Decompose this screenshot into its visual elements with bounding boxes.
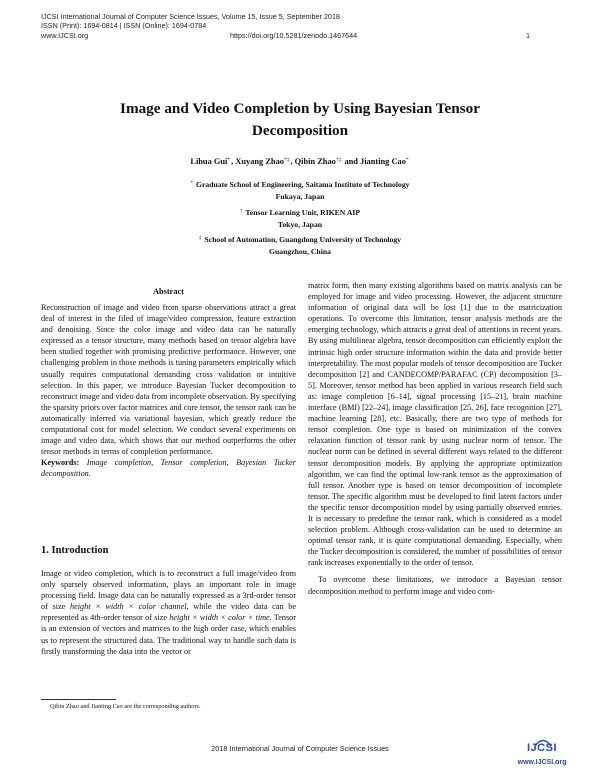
page-footer: 2018 International Journal of Computer Science Issues xyxy=(211,744,389,753)
author-mark: *‡ xyxy=(283,157,290,163)
author-separator: , xyxy=(290,157,295,166)
affiliation-name: Tensor Learning Unit, RIKEN AIP xyxy=(245,208,361,217)
intro-math: height × width × color × time xyxy=(169,613,270,623)
publisher-logo xyxy=(512,742,572,772)
keywords-text: Image completion, Tensor completion, Bayesian Tucker decomposition. xyxy=(41,458,296,479)
author-name: Jianting Cao xyxy=(360,157,406,166)
intro-math: height × width × color channel xyxy=(70,602,187,612)
logo-url[interactable]: www.IJCSI.org xyxy=(517,759,567,766)
body-paragraph: To overcome these limitations, we introduce a Bayesian tensor decomposition method to perform image and video com- xyxy=(308,575,562,596)
author-name: Lihua Gui xyxy=(190,157,228,166)
abstract-body: Reconstruction of image and video from sparse observations attract a great deal of interest in the filed of image/video compression, feature extraction and denoising. Since the color image and video data can be naturally expressed as a tensor structure, many methods based on tensor algebra have been studied together with promising predictive performance. However, one challenging problem in those methods is tuning parameters empirically which usually requires computational demanding cross validation or intuitive selection. In this paper, we introduce Bayesian Tucker decomposition to reconstruct image and video data from incomplete observation. By specifying the sparsity priors over factor matrices and core tensor, the tensor rank can be automatically inferred via variational bayesian, which greatly reduce the computational cost for model selection. We conduct several experiments on image and video data, which shows that our method outperforms the other tensor methods in terms of completion performance. xyxy=(41,303,296,457)
author-separator: and xyxy=(342,157,361,166)
abstract-block xyxy=(41,302,296,480)
intro-text: Image or video completion, which is to reconstruct a full image/video from only sparsely observed information, plays an important role in image processing field. Image data can be naturally expressed as a 3rd-order tensor of size xyxy=(41,569,296,612)
keywords-label: Keywords: xyxy=(41,458,80,468)
author-mark: †‡ xyxy=(335,157,342,163)
affiliation-location: Guangzhou, China xyxy=(269,247,331,256)
introduction-block xyxy=(41,568,296,657)
affiliation-mark: * xyxy=(190,181,193,186)
affiliation-3 xyxy=(40,235,560,256)
logo-text: IJCSI xyxy=(526,742,557,754)
author-name: Xuyang Zhao xyxy=(235,157,284,166)
author-name: Qibin Zhao xyxy=(294,157,336,166)
abstract-heading: Abstract xyxy=(153,287,184,296)
affiliation-2 xyxy=(40,208,560,229)
right-column xyxy=(308,280,562,597)
footnote-rule xyxy=(41,699,116,700)
affiliation-name: Graduate School of Engineering, Saitama Institute of Technology xyxy=(195,180,410,189)
affiliation-location: Fukaya, Japan xyxy=(275,192,325,201)
affiliation-mark: ‡ xyxy=(198,236,202,241)
author-separator: , xyxy=(231,157,236,166)
affiliation-1 xyxy=(40,180,560,201)
issn-line: ISSN (Print): 1694-0814 | ISSN (Online): 1694-0784 xyxy=(41,21,207,31)
keywords-line xyxy=(41,457,296,479)
body-paragraph: matrix form, then many existing algorithms based on matrix analysis can be employed for image and video processing. However, the adjacent structure information of original data will be lost [1] due to the matricization operations. To overcome this limitation, tensor analysis methods are the emerging technology, which attracts a great deal of attentions in recent years. By using multilinear algebra, tensor decomposition can efficiently exploit the intrinsic high order structure information within the data and provide better interpretability. The most popular models of tensor decomposition are Tucker decomposition [2] and CANDECOMP/PARAFAC (CP) decomposition [3–5]. Moreover, tensor method has been applied in various research field such as: image completion [6–14], signal processing [15–21], brain machine interface (BMI) [22–24], image classification [25, 26], face recognition [27], machine learning [28], etc. Basically, there are two type of methods for tensor completion. One type is based on minimization of the convex relaxation function of tensor rank by using nuclear norm of tensor. The nuclear norm can be defined in several different ways related to the different tensor decomposition models. By applying the appropriate optimization algorithm, we can find the optimal low-rank tensor as the approximation of full tensor. Another type is based on tensor decomposition of incomplete tensor. The specific algorithm must be developed to find latent factors under the specific tensor decomposition model by using partially observed entries. It is necessary to predefine the tensor rank, which is considered as a model selection problem. Although cross-validation can be used to determine an optimal tensor rank, it is quite computational demanding. Especially, when the Tucker decomposition is considered, the number of possibilities of tensor rank increases exponentially to the order of tensor. xyxy=(308,281,562,568)
author-list xyxy=(40,157,560,166)
title-line-2: Decomposition xyxy=(251,122,349,139)
page-number: 1 xyxy=(526,30,530,40)
affiliation-name: School of Automation, Guangdong University of Technology xyxy=(204,235,402,244)
title-line-1: Image and Video Completion by Using Bayesian Tensor xyxy=(120,100,480,117)
author-mark: * xyxy=(405,157,409,163)
intro-text: , while the video data can be represented as 4th-order tensor of size xyxy=(41,602,296,623)
intro-paragraph xyxy=(41,568,296,657)
affiliation-location: Tokyo, Japan xyxy=(277,220,323,229)
intro-text: . Tensor is an extension of vectors and matrices to the high order case, which enables us to represent the structured data. The traditional way to handle such data is firstly transforming the data into the vector or xyxy=(41,613,296,656)
website-line: www.IJCSI.org xyxy=(41,30,89,40)
footnote: Qibin Zhao and Jianting Cao are the corresponding authors. xyxy=(50,703,201,710)
author-mark: * xyxy=(227,157,231,163)
doi-link[interactable]: https://doi.org/10.5281/zenodo.1467644 xyxy=(230,30,358,40)
affiliation-mark: † xyxy=(239,209,243,214)
journal-line: IJCSI International Journal of Computer Science Issues, Volume 15, Issue 5, September 2018 xyxy=(41,12,340,21)
section-heading-introduction: 1. Introduction xyxy=(41,545,109,556)
paper-title xyxy=(40,98,560,142)
